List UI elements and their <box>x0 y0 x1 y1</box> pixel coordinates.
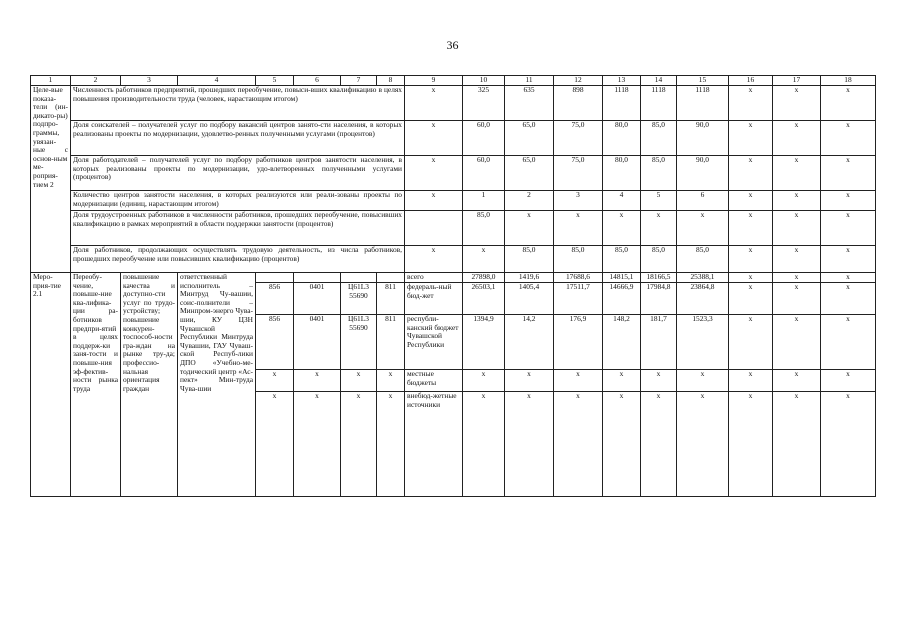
measure-row <box>31 273 876 283</box>
column-number-12: 12 <box>554 76 603 86</box>
indicator-value: 4 <box>603 191 641 211</box>
indicator-value: x <box>773 246 821 273</box>
indicator-value: 80,0 <box>603 156 641 191</box>
indicator-value: x <box>729 211 773 246</box>
indicator-value: x <box>729 121 773 156</box>
measure-code-target: Ц61L3 55690 <box>341 315 377 370</box>
indicator-value: 90,0 <box>677 156 729 191</box>
indicator-value: x <box>773 156 821 191</box>
indicator-row <box>31 246 876 273</box>
funding-source: всего <box>405 273 463 283</box>
measure-code-grbs <box>256 273 294 283</box>
column-number-17: 17 <box>773 76 821 86</box>
indicator-row <box>31 191 876 211</box>
funding-value: x <box>773 315 821 370</box>
funding-value: 18166,5 <box>641 273 677 283</box>
funding-value: 148,2 <box>603 315 641 370</box>
measure-code-grbs: x <box>256 370 294 392</box>
funding-value: x <box>505 370 554 392</box>
indicator-value: 85,0 <box>463 211 505 246</box>
funding-value: x <box>821 392 876 497</box>
indicator-value: 85,0 <box>677 246 729 273</box>
indicator-value: 85,0 <box>603 246 641 273</box>
funding-value: x <box>821 315 876 370</box>
indicator-row <box>31 121 876 156</box>
indicator-value: x <box>729 246 773 273</box>
indicator-value: x <box>603 211 641 246</box>
funding-value: x <box>773 273 821 283</box>
page-number: 36 <box>446 38 459 52</box>
measure-code-type: 811 <box>377 283 405 315</box>
funding-value: 14666,9 <box>603 283 641 315</box>
indicator-text: Численность работников предприятий, прошедших переобучение, повыси-вших квалификацию в целях повышения производительности труда (человек, нарастающим итогом) <box>71 86 405 121</box>
indicators-label: Целе-вые показа-тели (ин-дикато-ры) подпро-граммы, увязан-ные с основ-ным ме-роприя-тием 2 <box>31 86 71 273</box>
indicator-value: 80,0 <box>603 121 641 156</box>
funding-value: 27898,0 <box>463 273 505 283</box>
funding-value: x <box>603 370 641 392</box>
column-number-16: 16 <box>729 76 773 86</box>
column-number-18: 18 <box>821 76 876 86</box>
indicator-row <box>31 211 876 246</box>
indicator-value: 1118 <box>677 86 729 121</box>
funding-value: x <box>463 392 505 497</box>
funding-value: x <box>773 283 821 315</box>
indicator-value: 75,0 <box>554 156 603 191</box>
funding-source: местные бюджеты <box>405 370 463 392</box>
indicator-text: Количество центров занятости населения, в которых реализуются или реали-зованы проекты по модернизации (единиц, нарастающим итогом) <box>71 191 405 211</box>
indicator-value: x <box>821 191 876 211</box>
indicator-value: 85,0 <box>505 246 554 273</box>
indicator-text: Доля работников, продолжающих осуществлять трудовую деятельность, из числа работников, прошедших переобучение или повысивших квалификацию (процентов) <box>71 246 405 273</box>
funding-value: 1405,4 <box>505 283 554 315</box>
measure-executor: ответственный исполнитель – Минтруд Чу-вашии, соис-полнители – Минпром-энерго Чува-шии, КУ ЦЗН Чувашской Республики Минтруда Чувашии, ГАУ Чуваш-ской Респуб-лики ДПО «Учебно-ме-тодический центр «Ас-пект» Мин-труда Чува-шии <box>178 273 256 497</box>
indicator-value: 2 <box>505 191 554 211</box>
funding-value: x <box>677 392 729 497</box>
funding-source: федераль-ный бюд-жет <box>405 283 463 315</box>
funding-value: x <box>677 370 729 392</box>
column-number-8: 8 <box>377 76 405 86</box>
funding-value: x <box>554 370 603 392</box>
measure-code-type: 811 <box>377 315 405 370</box>
funding-value: 14,2 <box>505 315 554 370</box>
column-number-5: 5 <box>256 76 294 86</box>
measure-code-section: 0401 <box>294 315 341 370</box>
measure-code-section <box>294 273 341 283</box>
measure-name: Переобу-чение, повыше-ние ква-лифика-ции ра-ботников предпри-ятий в целях поддерж-ки заня-тости и повыше-ния эф-фектив-ности рынка труда <box>71 273 121 497</box>
column-number-4: 4 <box>178 76 256 86</box>
indicator-value: 5 <box>641 191 677 211</box>
funding-value: x <box>729 283 773 315</box>
funding-value: x <box>729 392 773 497</box>
funding-value: 25388,1 <box>677 273 729 283</box>
measure-label: Меро-прия-тие 2.1 <box>31 273 71 497</box>
column-number-1: 1 <box>31 76 71 86</box>
indicator-value: 3 <box>554 191 603 211</box>
indicator-value: x <box>821 211 876 246</box>
indicator-value: x <box>405 191 463 211</box>
funding-value: x <box>729 273 773 283</box>
funding-value: x <box>463 370 505 392</box>
funding-source: внебюд-жетные источники <box>405 392 463 497</box>
indicator-text: Доля работодателей – получателей услуг по подбору работников центров занятости населения, в которых реализованы проекты по модернизации, удо-влетворенных полученными услугами (процентов) <box>71 156 405 191</box>
column-number-6: 6 <box>294 76 341 86</box>
indicator-value: 635 <box>505 86 554 121</box>
indicator-value: x <box>773 121 821 156</box>
indicator-value: x <box>405 156 463 191</box>
indicator-value: 85,0 <box>641 246 677 273</box>
measure-code-section: 0401 <box>294 283 341 315</box>
indicator-value: 75,0 <box>554 121 603 156</box>
indicator-value: 6 <box>677 191 729 211</box>
indicator-value: 325 <box>463 86 505 121</box>
funding-value: 176,9 <box>554 315 603 370</box>
funding-value: 17511,7 <box>554 283 603 315</box>
column-number-11: 11 <box>505 76 554 86</box>
indicator-value: x <box>773 86 821 121</box>
indicator-value: x <box>821 121 876 156</box>
indicator-value: x <box>405 246 463 273</box>
indicator-value: 1 <box>463 191 505 211</box>
indicator-value: x <box>729 86 773 121</box>
indicator-value: x <box>463 246 505 273</box>
measure-code-type <box>377 273 405 283</box>
funding-value: x <box>821 283 876 315</box>
funding-value: x <box>729 370 773 392</box>
program-table <box>30 75 876 497</box>
indicator-value: 65,0 <box>505 121 554 156</box>
funding-source: республи-канский бюджет Чувашской Республики <box>405 315 463 370</box>
column-number-row <box>31 76 876 86</box>
indicator-value: 65,0 <box>505 156 554 191</box>
indicator-value <box>405 211 463 246</box>
indicator-value: x <box>505 211 554 246</box>
funding-value: x <box>603 392 641 497</box>
measure-code-target: x <box>341 370 377 392</box>
indicator-value: 85,0 <box>641 156 677 191</box>
funding-value: 1419,6 <box>505 273 554 283</box>
indicator-text: Доля трудоустроенных работников в численности работников, прошедших переобучение, повысивших квалификацию в рамках мероприятий в области поддержки занятости (процентов) <box>71 211 405 246</box>
funding-value: x <box>773 392 821 497</box>
indicator-value: x <box>773 211 821 246</box>
measure-code-section: x <box>294 392 341 497</box>
measure-code-target: x <box>341 392 377 497</box>
column-number-15: 15 <box>677 76 729 86</box>
indicator-value: 60,0 <box>463 121 505 156</box>
indicator-value: 85,0 <box>554 246 603 273</box>
funding-value: 17984,8 <box>641 283 677 315</box>
indicator-value: x <box>554 211 603 246</box>
funding-value: x <box>773 370 821 392</box>
funding-value: x <box>505 392 554 497</box>
funding-value: 181,7 <box>641 315 677 370</box>
funding-value: x <box>641 370 677 392</box>
funding-value: x <box>554 392 603 497</box>
indicator-row <box>31 156 876 191</box>
funding-value: x <box>641 392 677 497</box>
indicator-value: x <box>729 156 773 191</box>
funding-value: 14815,1 <box>603 273 641 283</box>
indicator-value: x <box>773 191 821 211</box>
measure-goal: повышение качества и доступно-сти услуг по трудо-устройству; повышение конкурен-тоспособ-ности гра-ждан на рынке тру-да; профессио-нальная ориентация граждан <box>121 273 178 497</box>
column-number-2: 2 <box>71 76 121 86</box>
indicator-value: x <box>405 121 463 156</box>
indicator-value: 60,0 <box>463 156 505 191</box>
column-number-3: 3 <box>121 76 178 86</box>
column-number-7: 7 <box>341 76 377 86</box>
column-number-14: 14 <box>641 76 677 86</box>
measure-code-type: x <box>377 392 405 497</box>
funding-value: x <box>821 273 876 283</box>
funding-value: x <box>729 315 773 370</box>
funding-value: 1394,9 <box>463 315 505 370</box>
measure-code-section: x <box>294 370 341 392</box>
funding-value: 23864,8 <box>677 283 729 315</box>
indicator-value: x <box>641 211 677 246</box>
measure-code-target: Ц61L3 55690 <box>341 283 377 315</box>
indicator-value: x <box>821 246 876 273</box>
indicator-value: x <box>677 211 729 246</box>
measure-code-grbs: 856 <box>256 315 294 370</box>
column-number-13: 13 <box>603 76 641 86</box>
indicator-value: 1118 <box>641 86 677 121</box>
indicator-value: 90,0 <box>677 121 729 156</box>
indicator-value: 85,0 <box>641 121 677 156</box>
indicator-value: x <box>729 191 773 211</box>
indicator-value: x <box>405 86 463 121</box>
column-number-9: 9 <box>405 76 463 86</box>
indicator-text: Доля соискателей – получателей услуг по подбору вакансий центров занято-сти населения, в которых реализованы проекты по модернизации, удовлетво-ренных полученными услугами (процентов) <box>71 121 405 156</box>
funding-value: 1523,3 <box>677 315 729 370</box>
indicator-value: 898 <box>554 86 603 121</box>
funding-value: 17688,6 <box>554 273 603 283</box>
indicator-row <box>31 86 876 121</box>
funding-value: 26503,1 <box>463 283 505 315</box>
measure-code-type: x <box>377 370 405 392</box>
measure-code-target <box>341 273 377 283</box>
indicator-value: x <box>821 156 876 191</box>
measure-code-grbs: x <box>256 392 294 497</box>
indicator-value: x <box>821 86 876 121</box>
indicator-value: 1118 <box>603 86 641 121</box>
column-number-10: 10 <box>463 76 505 86</box>
funding-value: x <box>821 370 876 392</box>
measure-code-grbs: 856 <box>256 283 294 315</box>
